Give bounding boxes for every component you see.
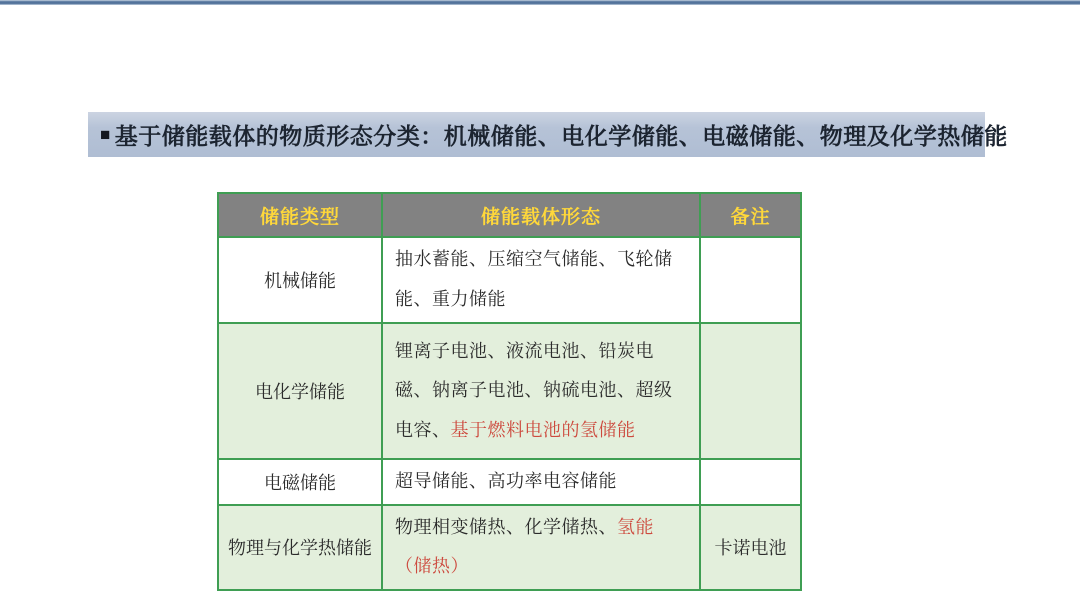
header-storage-type: 储能类型 xyxy=(218,193,382,237)
carrier-text: 超导储能、高功率电容储能 xyxy=(395,471,617,491)
table-row-mechanical xyxy=(218,237,801,323)
slide-title-banner xyxy=(88,112,1008,157)
top-rule xyxy=(0,0,1080,5)
cell-type: 物理与化学热储能 xyxy=(218,505,382,590)
cell-type: 机械储能 xyxy=(218,237,382,323)
cell-carrier xyxy=(382,237,700,323)
table-row-electrochemical xyxy=(218,323,801,459)
slide-title: 基于储能载体的物质形态分类：机械储能、电化学储能、电磁储能、物理及化学热储能 xyxy=(114,123,1008,149)
header-note: 备注 xyxy=(700,193,801,237)
storage-classification-table xyxy=(217,192,802,591)
table-row-thermal xyxy=(218,505,801,590)
table-header-row xyxy=(218,193,801,237)
storage-table-container xyxy=(217,192,802,591)
square-bullet-icon: ■ xyxy=(100,124,111,144)
cell-note: 卡诺电池 xyxy=(700,505,801,590)
header-carrier-form: 储能载体形态 xyxy=(382,193,700,237)
cell-note xyxy=(700,237,801,323)
cell-type: 电磁储能 xyxy=(218,459,382,505)
table-row-electromagnetic xyxy=(218,459,801,505)
carrier-text: 物理相变储热、化学储热、 xyxy=(395,516,617,537)
cell-type: 电化学储能 xyxy=(218,323,382,459)
carrier-text: 抽水蓄能、压缩空气储能、飞轮储能、重力储能 xyxy=(395,249,673,309)
cell-note xyxy=(700,323,801,459)
carrier-text: 锂离子电池、液流电池、铅炭电磁、钠离子电池、钠硫电池、超级电容、 xyxy=(395,340,673,440)
carrier-text-red: 基于燃料电池的氢储能 xyxy=(450,419,636,440)
carrier-text-red: 氢能（储热） xyxy=(395,516,654,577)
cell-note xyxy=(700,459,801,505)
cell-carrier xyxy=(382,505,700,590)
cell-carrier xyxy=(382,459,700,505)
cell-carrier xyxy=(382,323,700,459)
